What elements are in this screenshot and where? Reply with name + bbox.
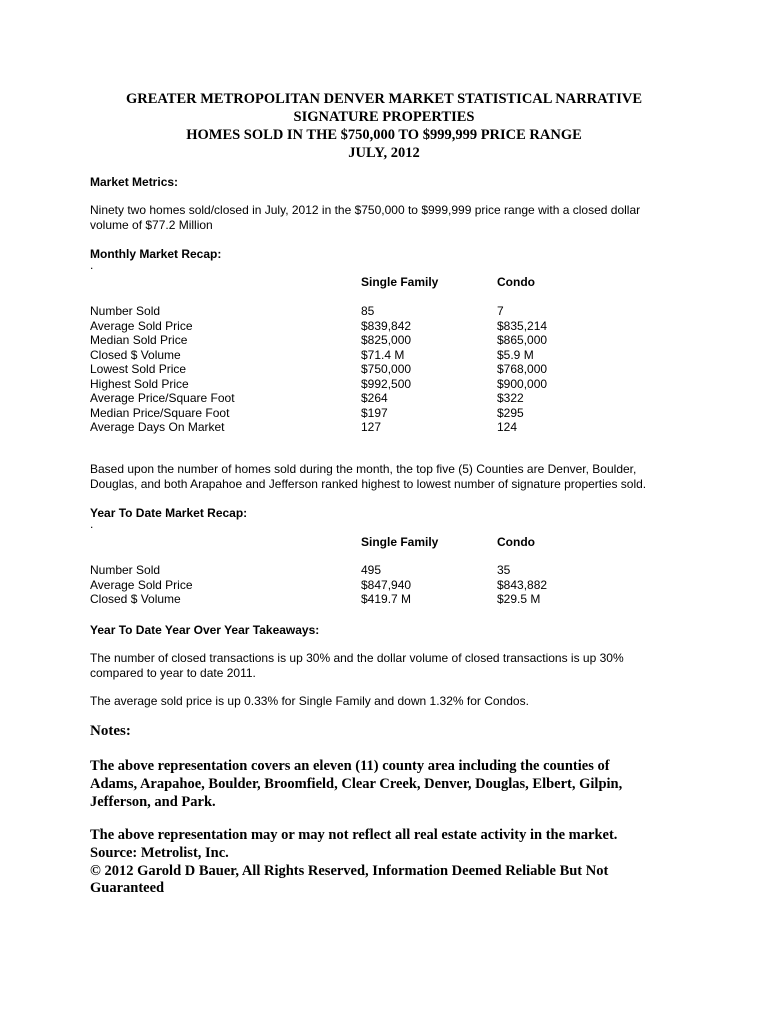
takeaways-heading: Year To Date Year Over Year Takeaways: (90, 623, 320, 637)
takeaways-p1-line-2: compared to year to date 2011. (90, 666, 256, 680)
title-line-1: GREATER METROPOLITAN DENVER MARKET STATISTICAL NARRATIVE (125, 91, 643, 107)
ytd-col-single-family: Single Family (361, 535, 439, 549)
ytd-row-label: Number Sold (90, 563, 161, 577)
monthly-row-label: Lowest Sold Price (90, 362, 187, 376)
notes-p2-line-4: Guaranteed (90, 880, 165, 896)
monthly-row-single-family: $750,000 (361, 362, 412, 376)
ytd-row-single-family: $847,940 (361, 577, 412, 592)
monthly-row-condo: $5.9 M (497, 347, 534, 362)
counties-text-line-2: Douglas, and both Arapahoe and Jefferson ranked highest to lowest number of signature properties sold. (90, 477, 647, 491)
ytd-row-label: Closed $ Volume (90, 592, 181, 606)
market-metrics-text-line-2: volume of $77.2 Million (90, 218, 213, 232)
monthly-row-condo: $900,000 (497, 376, 548, 391)
counties-text-line-1: Based upon the number of homes sold during the month, the top five (5) Counties are Denver, Boulder, (90, 462, 637, 476)
ytd-row-condo: 35 (497, 563, 511, 577)
monthly-row-single-family: $839,842 (361, 318, 412, 333)
document-title (0, 90, 768, 162)
takeaways-p2: The average sold price is up 0.33% for Single Family and down 1.32% for Condos. (90, 694, 529, 708)
monthly-row-single-family: $825,000 (361, 333, 412, 347)
monthly-row-single-family: $71.4 M (361, 347, 405, 362)
monthly-recap-heading: Monthly Market Recap: (90, 247, 222, 261)
ytd-row-condo: $29.5 M (497, 592, 541, 606)
ytd-row-single-family: $419.7 M (361, 592, 412, 606)
title-line-2: SIGNATURE PROPERTIES (293, 109, 475, 125)
monthly-row-condo: 124 (497, 420, 518, 434)
monthly-row-label: Median Sold Price (90, 333, 188, 347)
notes-p1-line-1: The above representation covers an eleven (11) county area including the counties of (90, 758, 610, 774)
notes-heading: Notes: (90, 723, 131, 739)
monthly-row-label: Highest Sold Price (90, 376, 189, 391)
monthly-col-condo: Condo (497, 275, 535, 289)
title-line-4: JULY, 2012 (348, 145, 420, 161)
monthly-row-single-family: $197 (361, 405, 388, 420)
monthly-row-condo: $835,214 (497, 318, 548, 333)
monthly-row-label: Average Sold Price (90, 318, 193, 333)
monthly-row-condo: $865,000 (497, 333, 548, 347)
monthly-row-single-family: $264 (361, 391, 388, 405)
monthly-row-condo: 7 (497, 304, 504, 318)
notes-p1-line-2: Adams, Arapahoe, Boulder, Broomfield, Clear Creek, Denver, Douglas, Elbert, Gilpin, (90, 776, 623, 792)
notes-p2-line-1: The above representation may or may not reflect all real estate activity in the market. (90, 827, 618, 843)
monthly-row-label: Median Price/Square Foot (90, 405, 230, 420)
monthly-row-condo: $295 (497, 405, 524, 420)
notes-p2-line-3: © 2012 Garold D Bauer, All Rights Reserved, Information Deemed Reliable But Not (90, 863, 609, 879)
monthly-col-single-family: Single Family (361, 275, 439, 289)
ytd-row-condo: $843,882 (497, 577, 548, 592)
market-metrics-heading: Market Metrics: (90, 175, 179, 189)
monthly-row-label: Average Days On Market (90, 420, 225, 434)
monthly-row-single-family: 85 (361, 304, 375, 318)
notes-p1-line-3: Jefferson, and Park. (90, 794, 216, 810)
ytd-row-single-family: 495 (361, 563, 382, 577)
title-line-3: HOMES SOLD IN THE $750,000 TO $999,999 PRICE RANGE (186, 127, 582, 143)
monthly-row-label: Average Price/Square Foot (90, 391, 235, 405)
takeaways-p1-line-1: The number of closed transactions is up 30% and the dollar volume of closed transactions is up 30% (90, 651, 624, 665)
monthly-row-label: Closed $ Volume (90, 347, 181, 362)
ytd-row-label: Average Sold Price (90, 577, 193, 592)
ytd-recap-dot: . (90, 517, 94, 531)
monthly-recap-dot: . (90, 258, 94, 272)
monthly-row-label: Number Sold (90, 304, 161, 318)
market-metrics-text-line-1: Ninety two homes sold/closed in July, 2012 in the $750,000 to $999,999 price range with a closed dollar (90, 203, 641, 217)
notes-p2-line-2: Source: Metrolist, Inc. (90, 845, 229, 861)
monthly-row-single-family: $992,500 (361, 376, 412, 391)
ytd-col-condo: Condo (497, 535, 535, 549)
monthly-row-single-family: 127 (361, 420, 382, 434)
ytd-recap-heading: Year To Date Market Recap: (90, 506, 248, 520)
monthly-row-condo: $322 (497, 391, 524, 405)
monthly-row-condo: $768,000 (497, 362, 548, 376)
